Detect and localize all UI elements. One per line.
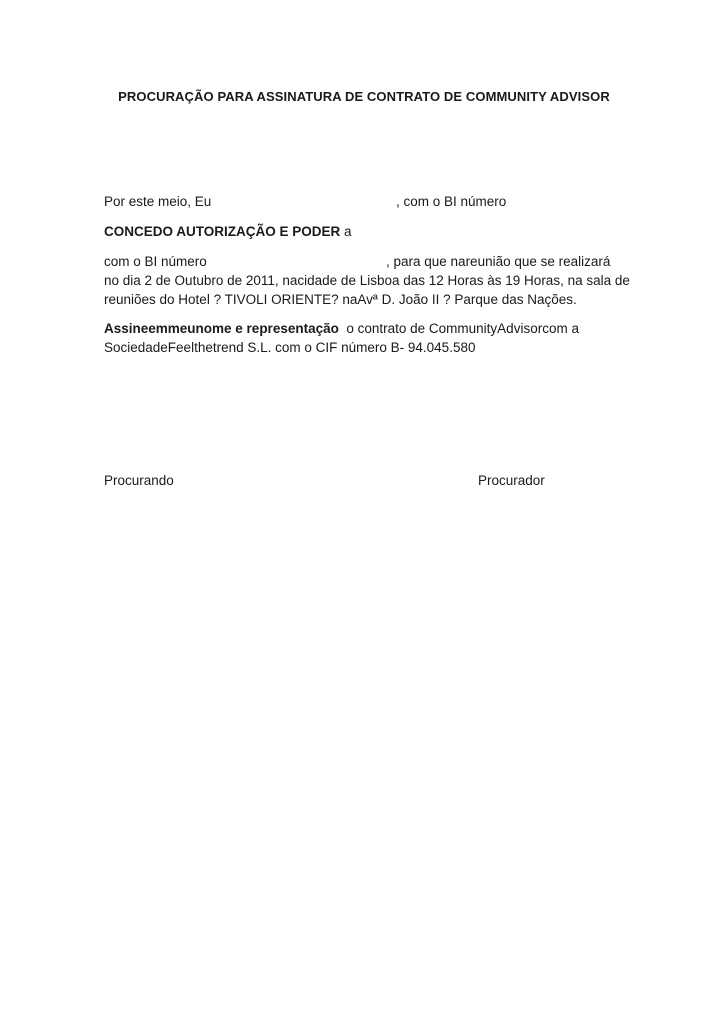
meeting-line-3: reuniões do Hotel ? TIVOLI ORIENTE? naAvª D. João II ? Parque das Nações. <box>104 292 577 307</box>
intro-lead: Por este meio, Eu <box>104 194 212 209</box>
sign-line-2: SociedadeFeelthetrend S.L. com o CIF número B- 94.045.580 <box>104 340 476 355</box>
signature-left-label: Procurando <box>104 473 174 488</box>
sign-bold: Assineemmeunome e representação <box>104 321 339 336</box>
document-title: PROCURAÇÃO PARA ASSINATURA DE CONTRATO DE COMMUNITY ADVISOR <box>118 89 610 104</box>
meeting-line-2: no dia 2 de Outubro de 2011, nacidade de Lisboa das 12 Horas às 19 Horas, na sala de <box>104 273 630 288</box>
meeting-lead: com o BI número <box>104 254 207 269</box>
signature-right-label: Procurador <box>478 473 545 488</box>
grant-line <box>104 222 352 241</box>
grant-tail: a <box>340 224 352 239</box>
meeting-continuation: , para que nareunião que se realizará <box>386 254 611 269</box>
intro-bi-text: , com o BI número <box>396 194 507 209</box>
sign-tail: o contrato de CommunityAdvisorcom a <box>338 321 579 336</box>
sign-line-1 <box>104 319 579 338</box>
grant-bold: CONCEDO AUTORIZAÇÃO E PODER <box>104 224 341 239</box>
